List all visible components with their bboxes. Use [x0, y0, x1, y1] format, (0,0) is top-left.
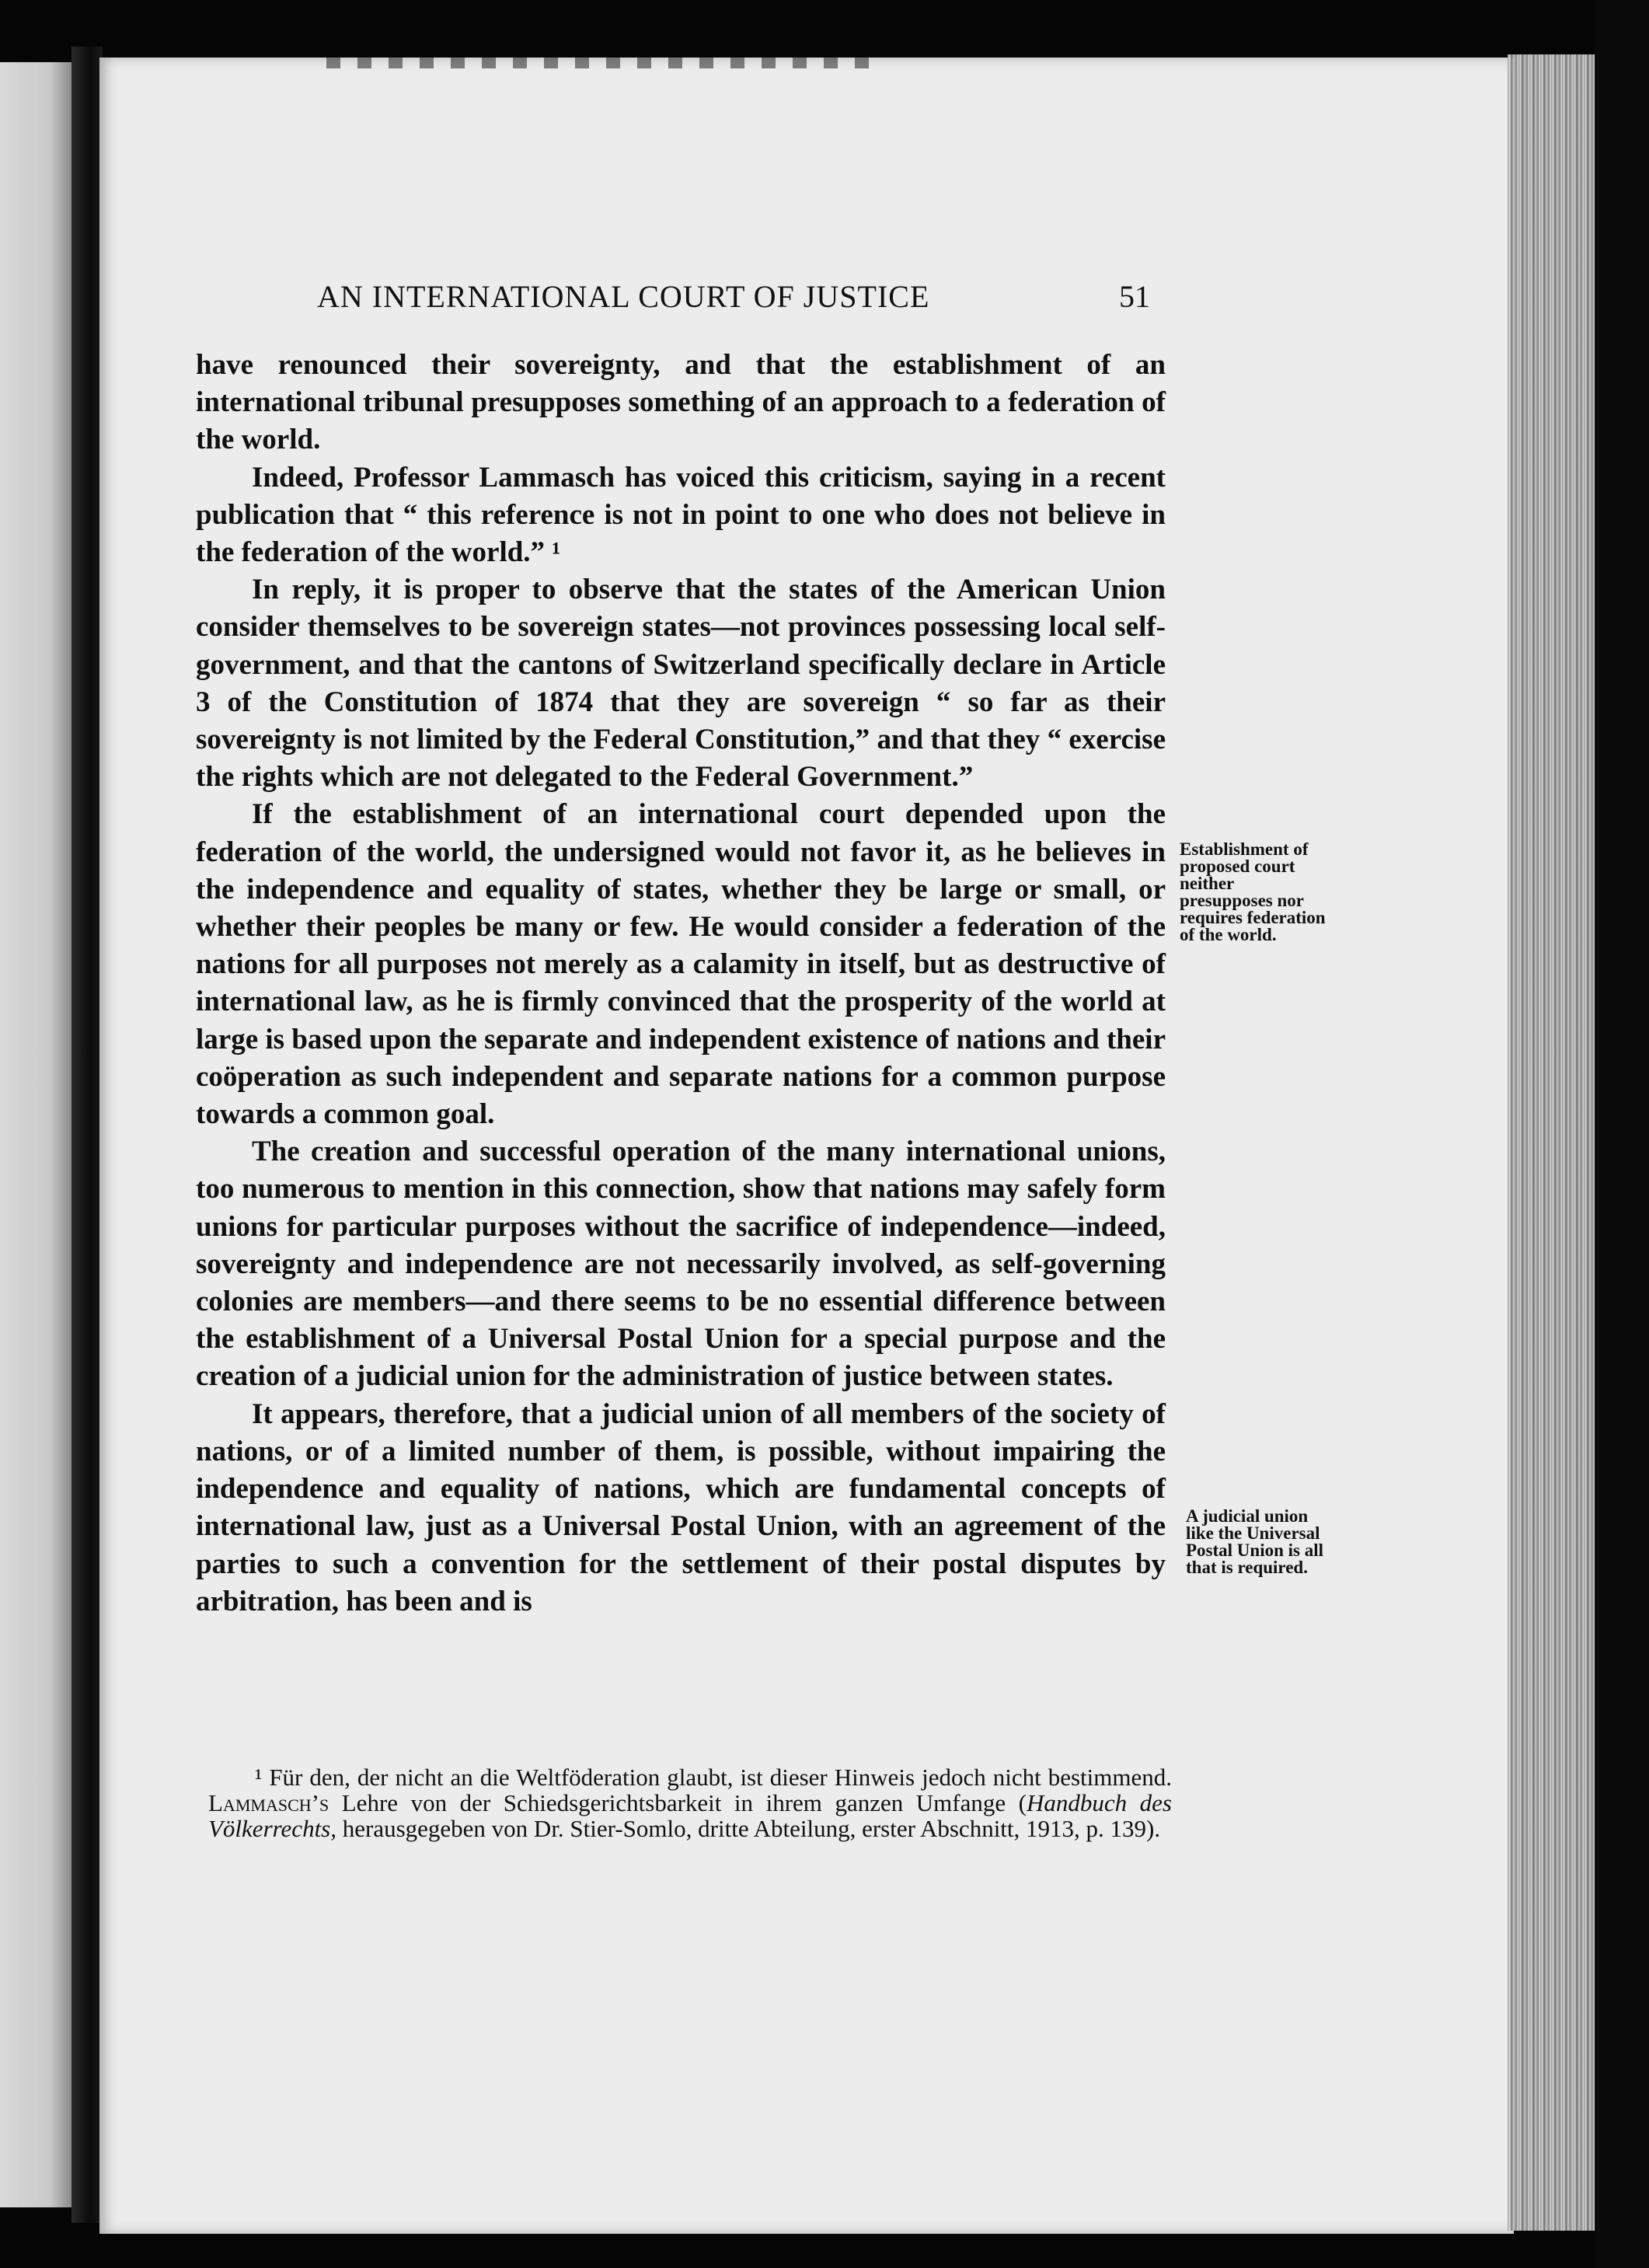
paragraph-4: If the establishment of an international court depended upon the federation of the world, the undersigned would not favor it, as he believes in the independence and equality of states, whether they be large or small, or whether their peoples be many or few. He would consider a federation of the nations for all purposes not merely as a calamity in itself, but as destructive of international law, as he is firmly convinced that the prosperity of the world at large is based upon the separate and independent existence of nations and their coöperation as such independent and separate nations for a common purpose towards a common goal. — [196, 798, 1166, 1131]
footnote-author: Lammasch’s — [208, 1789, 329, 1816]
page-header — [311, 278, 1150, 325]
top-edge-marks — [326, 58, 870, 68]
stacked-page-edges — [1508, 54, 1595, 2231]
right-scan-border — [1595, 0, 1649, 2268]
footnote — [208, 1764, 1172, 1841]
footnote-work-title: Handbuch des Völkerrechts, — [208, 1789, 1172, 1842]
page-number: 51 — [1119, 279, 1150, 314]
footnote-text-3: herausgegeben von Dr. Stier-Somlo, dritte Abteilung, erster Abschnitt, 1913, p. 139). — [342, 1815, 1161, 1842]
footnote-marker: ¹ — [255, 1764, 263, 1791]
margin-note-federation: Establishment of proposed court neither presupposes nor requires federation of the world. — [1180, 839, 1326, 944]
body-text — [196, 347, 1166, 1621]
paragraph-5: The creation and successful operation of the many international unions, too numerous to mention in this connection, show that nations may safely form unions for particular purposes without the sacrifice of independence—indeed, sovereignty and independence are not necessarily involved, as self-governing colonies are members—and there seems to be no essential difference between the establishment of a Universal Postal Union for a special purpose and the creation of a judicial union for the administration of justice between states. — [196, 1136, 1166, 1393]
facing-page-edge — [0, 62, 71, 2207]
paragraph-2: Indeed, Professor Lammasch has voiced this criticism, saying in a recent publication that “ this reference is not in point to one who does not believe in the federation of the world.” ¹ — [196, 461, 1166, 569]
paragraph-3: In reply, it is proper to observe that the states of the American Union consider themselves to be sovereign states—not provinces possessing local self-government, and that the cantons of Switzerland specifically declare in Article 3 of the Constitution of 1874 that they are sovereign “ so far as their sovereignty is not limited by the Federal Constitution,” and that they “ exercise the rights which are not delegated to the Federal Government.” — [196, 574, 1166, 794]
footnote-text-1: Für den, der nicht an die Weltföderation glaubt, ist dieser Hinweis jedoch nicht bestimmend. — [269, 1764, 1173, 1791]
book-gutter — [71, 47, 103, 2223]
margin-note-judicial-union: A judicial union like the Universal Postal Union is all that is required. — [1186, 1506, 1324, 1577]
footnote-paragraph — [208, 1764, 1172, 1841]
running-title: AN INTERNATIONAL COURT OF JUSTICE — [317, 279, 930, 314]
paragraph-1: have renounced their sovereignty, and that the establishment of an international tribunal presupposes something of an approach to a federation of the world. — [196, 349, 1166, 456]
footnote-text-2: Lehre von der Schiedsgerichtsbarkeit in ihrem ganzen Umfange ( — [341, 1789, 1027, 1816]
paragraph-6: It appears, therefore, that a judicial union of all members of the society of nations, or of a limited number of them, is possible, without impairing the independence and equality of nations, which are fundamental concepts of international law, just as a Universal Postal Union, with an agreement of the parties to such a convention for the settlement of their postal disputes by arbitration, has been and is — [196, 1397, 1166, 1617]
